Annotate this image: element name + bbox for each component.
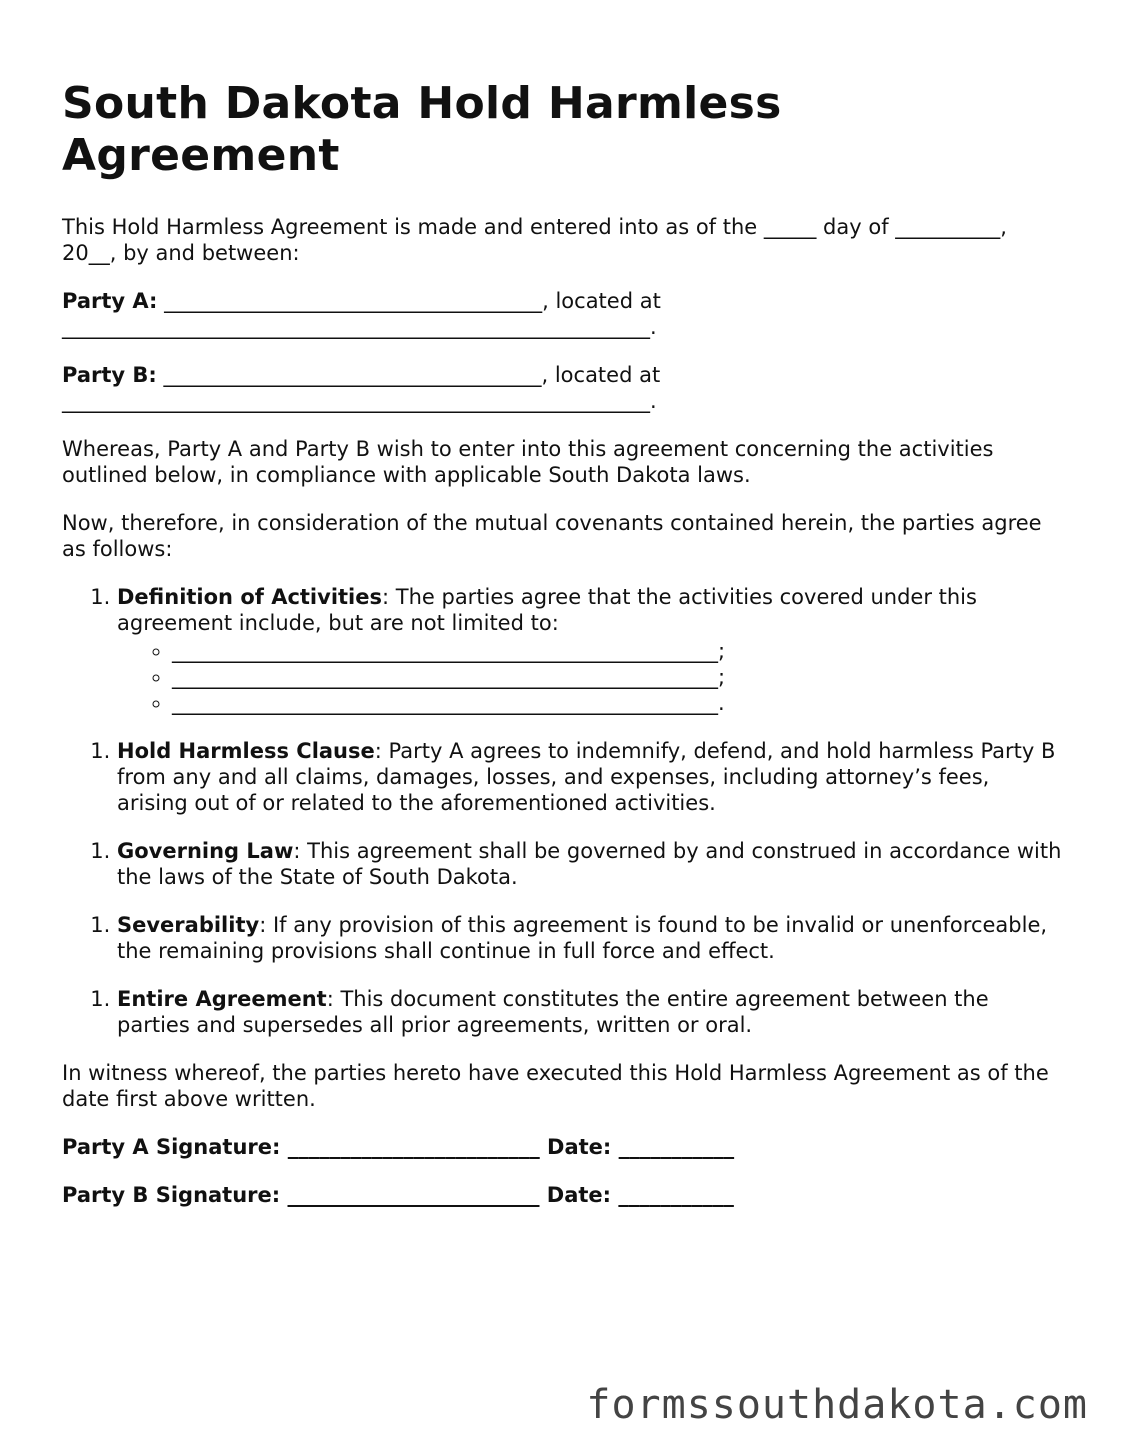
clause-heading: Entire Agreement [117, 987, 327, 1011]
clause-governing-law [62, 838, 1062, 890]
party-b-signature-line: Party B Signature: ________________________ Date: ___________ [62, 1183, 734, 1207]
clause-hold-harmless [62, 738, 1062, 816]
now-therefore-paragraph: Now, therefore, in consideration of the mutual covenants contained herein, the parties agree as follows: [62, 511, 1042, 561]
clause-item [117, 986, 1062, 1038]
witness-paragraph: In witness whereof, the parties hereto have executed this Hold Harmless Agreement as of the date first above written. [62, 1061, 1049, 1111]
activity-blank-item: ◦ ____________________________________________________; [172, 664, 1062, 690]
clause-text: : Party A agrees to indemnify, defend, and hold harmless Party B from any and all claims, damages, losses, and expenses, including attorney’s fees, arising out of or related to the aforementioned activities. [117, 739, 1056, 815]
clause-entire-agreement [62, 986, 1062, 1038]
page-title: South Dakota Hold Harmless Agreement [62, 78, 782, 181]
party-b-line [62, 362, 1062, 414]
clause-severability [62, 912, 1062, 964]
clause-item [117, 838, 1062, 890]
party-a-signature-line: Party A Signature: ________________________ Date: ___________ [62, 1135, 735, 1159]
activity-blank-item: ◦ ____________________________________________________. [172, 690, 1062, 716]
party-b-label: Party B: [62, 363, 157, 387]
clause-item [117, 738, 1062, 816]
clause-heading: Governing Law [117, 839, 294, 863]
whereas-paragraph: Whereas, Party A and Party B wish to enter into this agreement concerning the activities outlined below, in compliance with applicable South Dakota laws. [62, 437, 994, 487]
clause-heading: Hold Harmless Clause [117, 739, 375, 763]
site-watermark: formssouthdakota.com [586, 1382, 1088, 1428]
clause-definition-of-activities [62, 584, 1062, 716]
party-a-blank: ____________________________________, located at ________________________________________________________. [62, 289, 661, 339]
intro-paragraph: This Hold Harmless Agreement is made and entered into as of the _____ day of __________, 20__, by and between: [62, 215, 1007, 265]
party-a-label: Party A: [62, 289, 158, 313]
clause-item [117, 912, 1062, 964]
clause-text: : The parties agree that the activities covered under this agreement include, but are not limited to: [117, 585, 977, 635]
clause-heading: Definition of Activities [117, 585, 382, 609]
party-a-line [62, 288, 1062, 340]
party-b-blank: ____________________________________, located at ________________________________________________________. [62, 363, 661, 413]
clause-text: : This agreement shall be governed by and construed in accordance with the laws of the State of South Dakota. [117, 839, 1062, 889]
activities-list [117, 638, 1062, 716]
clause-heading: Severability [117, 913, 260, 937]
activity-blank-item: ◦ ____________________________________________________; [172, 638, 1062, 664]
clause-text: : This document constitutes the entire agreement between the parties and supersedes all prior agreements, written or oral. [117, 987, 989, 1037]
clause-text: : If any provision of this agreement is found to be invalid or unenforceable, the remaining provisions shall continue in full force and effect. [117, 913, 1048, 963]
clause-item [117, 584, 1062, 716]
document-page [62, 78, 1062, 1230]
